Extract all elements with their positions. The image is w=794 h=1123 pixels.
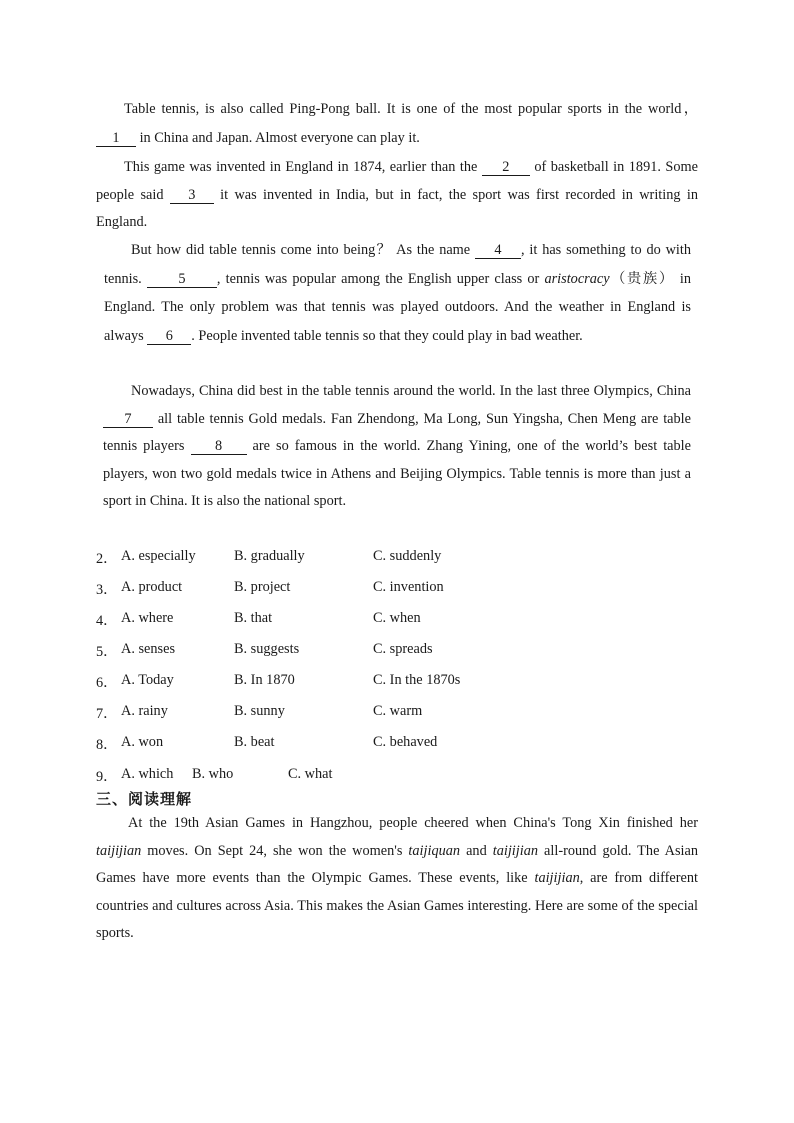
text-segment: it was invented in India, but in fact, the sport was first recorded in writing in England. [96,186,698,230]
question-number: 2． [96,551,118,567]
option-b: B. In 1870 [234,672,295,688]
option-c: C. suddenly [373,548,442,564]
question-number: 7． [96,706,118,722]
reading-paragraph [96,810,698,948]
option-a: A. rainy [121,703,168,719]
blank-7: 7 [103,412,153,428]
question-row [96,672,696,694]
text-segment: . People invented table tennis so that they could play in bad weather. [191,328,583,345]
passage-paragraph-1 [96,95,698,153]
option-c: C. what [288,766,333,782]
option-b: B. who [192,766,234,782]
option-b: B. suggests [234,641,300,657]
option-a: A. Today [121,672,174,688]
option-b: B. beat [234,734,275,750]
option-a: A. especially [121,548,196,564]
text-segment: , are from different countries and cultures across Asia. This makes the Asian Games interesting. Here are some of the special sports. [96,870,698,941]
text-segment: all table tennis Gold medals. Fan Zhendong, Ma Long, Sun Yingsha, Chen Meng are table tennis players [103,410,691,454]
option-a: A. senses [121,641,176,657]
blank-2: 2 [482,160,530,176]
text-segment: and [460,842,493,859]
option-b: B. sunny [234,703,285,719]
question-row [96,766,696,788]
option-a: A. product [121,579,183,595]
blank-1: 1 [96,131,136,147]
text-segment: are so famous in the world. Zhang Yining, one of the world’s best table players, won two gold medals twice in Athens and Beijing Olympics. Table tennis is more than just a sport in China. It is also the national sport. [103,438,691,509]
italic-term: taijijian [492,842,539,859]
blank-8: 8 [191,439,247,455]
text-segment: Table tennis, is also called Ping-Pong ball. It is one of the most popular sports in the world， [124,101,698,117]
text-segment: （贵族） in England. The only problem was that tennis was played outdoors. And the weather in England is always [104,270,691,345]
blank-3: 3 [170,188,214,204]
passage-paragraph-2 [96,154,698,237]
option-b: B. that [234,610,273,626]
passage-paragraph-3 [104,236,691,351]
option-c: C. spreads [373,641,433,657]
blank-4: 4 [475,243,521,259]
text-segment: moves. On Sept 24, she won the women's [141,842,409,859]
option-c: C. when [373,610,421,626]
question-row [96,641,696,663]
question-number: 9． [96,769,118,785]
passage-paragraph-4 [103,378,691,516]
option-a: A. won [121,734,164,750]
italic-term: taijiquan [408,842,461,859]
italic-term: taijijian [96,842,142,859]
question-number: 6． [96,675,118,691]
question-row [96,703,696,725]
option-b: B. gradually [234,548,305,564]
text-segment: At the 19th Asian Games in Hangzhou, people cheered when China's Tong Xin finished her [128,815,698,831]
option-c: C. In the 1870s [373,672,461,688]
question-row [96,579,696,601]
section-title: 三、阅读理解 [96,790,193,808]
text-segment: , tennis was popular among the English upper class or [216,270,545,287]
blank-5: 5 [147,272,217,288]
question-number: 4． [96,613,118,629]
option-c: C. warm [373,703,423,719]
text-segment: This game was invented in England in 1874, earlier than the [124,159,482,175]
question-number: 8． [96,737,118,753]
text-segment: of basketball in 1891. Some people said [96,159,699,203]
question-row [96,548,696,570]
question-number: 5． [96,644,118,660]
question-row [96,610,696,632]
option-c: C. behaved [373,734,438,750]
option-a: A. where [121,610,174,626]
italic-term: aristocracy [544,270,610,287]
text-segment: all-round gold. The Asian Games have more events than the Olympic Games. These events, like [96,842,698,886]
option-a: A. which [121,766,174,782]
text-segment: Nowadays, China did best in the table tennis around the world. In the last three Olympics, China [131,383,691,399]
question-number: 3． [96,582,118,598]
option-c: C. invention [373,579,444,595]
text-segment: in China and Japan. Almost everyone can play it. [136,130,420,146]
question-row [96,734,696,756]
text-segment: But how did table tennis come into being？ As the name [131,242,475,258]
option-b: B. project [234,579,291,595]
italic-term: taijijian [534,870,580,886]
blank-6: 6 [147,329,191,345]
text-segment: , it has something to do with tennis. [104,242,691,287]
